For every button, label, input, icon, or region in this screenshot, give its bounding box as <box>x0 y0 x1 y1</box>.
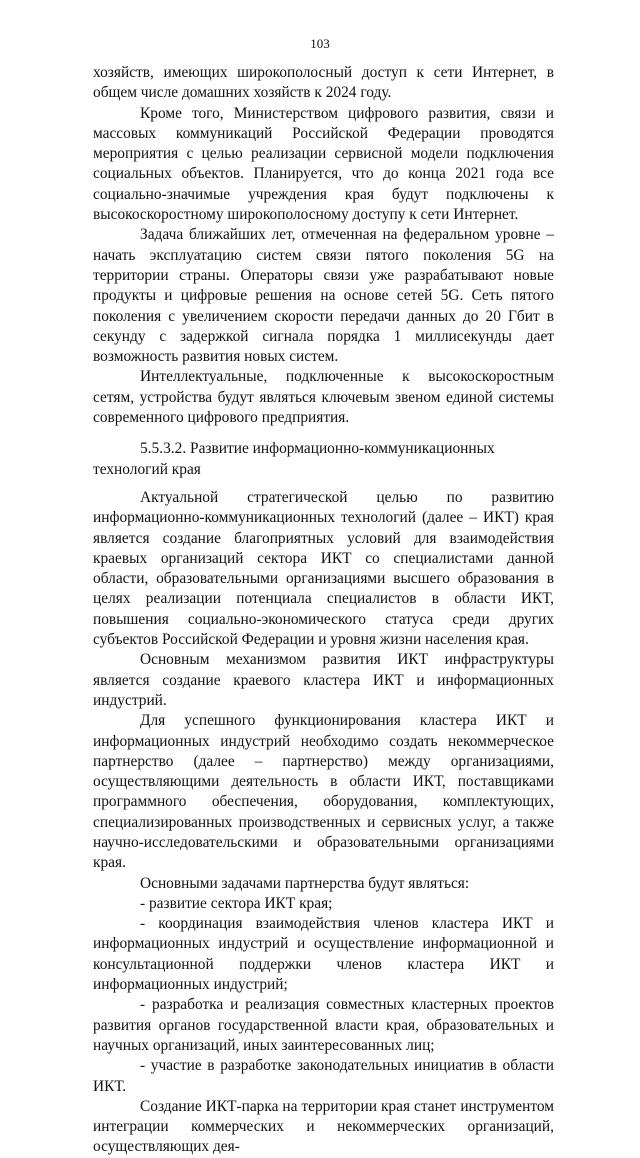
list-item: - координация взаимодействия членов кластера ИКТ и информационных индустрий и осуществление информационной и консультационной поддержки членов кластера ИКТ и информационных индустрий; <box>93 915 554 994</box>
paragraph-ministry: Кроме того, Министерством цифрового развития, связи и массовых коммуникаций Российской Федерации проводятся мероприятия с целью реализации сервисной модели подключения социальных объектов. Планируется, что до конца 2021 года все социально-значимые учреждения края будут подключены к высокоскоростному широкополосному доступу к сети Интернет. <box>93 104 554 224</box>
paragraph-tasks-intro: Основными задачами партнерства будут являться: <box>140 874 470 892</box>
paragraph-continuation: хозяйств, имеющих широкополосный доступ к сети Интернет, в общем числе домашних хозяйств к 2024 году. <box>93 64 554 102</box>
paragraph-5g: Задача ближайших лет, отмеченная на федеральном уровне – начать эксплуатацию систем связи пятого поколения 5G на территории страны. Операторы связи уже разрабатывают новые продукты и цифровые решения на основе сетей 5G. Сеть пятого поколения с увеличением скорости передачи данных до 20 Гбит в секунду с задержкой сигнала порядка 1 миллисекунды дает возможность развития новых систем. <box>93 226 554 366</box>
paragraph-goal: Актуальной стратегической целью по развитию информационно-коммуникационных технологий (далее – ИКТ) края является создание благоприятных условий для взаимодействия краевых организаций сектора ИКТ со специалистами данной области, образовательными организациями высшего образования в целях реализации потенциала специалистов в области ИКТ, повышения социально-экономического статуса среди других субъектов Российской Федерации и уровня жизни населения края. <box>93 488 554 649</box>
list-item: - участие в разработке законодательных инициатив в области ИКТ. <box>93 1057 554 1095</box>
paragraph-ict-park: Создание ИКТ-парка на территории края станет инструментом интеграции коммерческих и некоммерческих организаций, осуществляющих дея- <box>93 1097 554 1156</box>
page-number: 103 <box>310 36 330 51</box>
page-body <box>93 63 554 1158</box>
section-heading: 5.5.3.2. Развитие информационно-коммуникационных технологий края <box>93 440 495 478</box>
list-item: - развитие сектора ИКТ края; <box>140 894 333 912</box>
paragraph-mechanism: Основным механизмом развития ИКТ инфраструктуры является создание краевого кластера ИКТ и информационных индустрий. <box>93 651 554 709</box>
paragraph-devices: Интеллектуальные, подключенные к высокоскоростным сетям, устройства будут являться ключевым звеном единой системы современного цифрового предприятия. <box>93 368 554 427</box>
paragraph-partnership: Для успешного функционирования кластера ИКТ и информационных индустрий необходимо создать некоммерческое партнерство (далее – партнерство) между организациями, осуществляющими деятельность в области ИКТ, поставщиками программного обеспечения, оборудования, комплектующих, специализированных производственных и сервисных услуг, а также научно-исследовательскими и образовательными организациями края. <box>93 712 554 872</box>
list-item: - разработка и реализация совместных кластерных проектов развития органов государственной власти края, образовательных и научных организаций, иных заинтересованных лиц; <box>93 996 554 1054</box>
